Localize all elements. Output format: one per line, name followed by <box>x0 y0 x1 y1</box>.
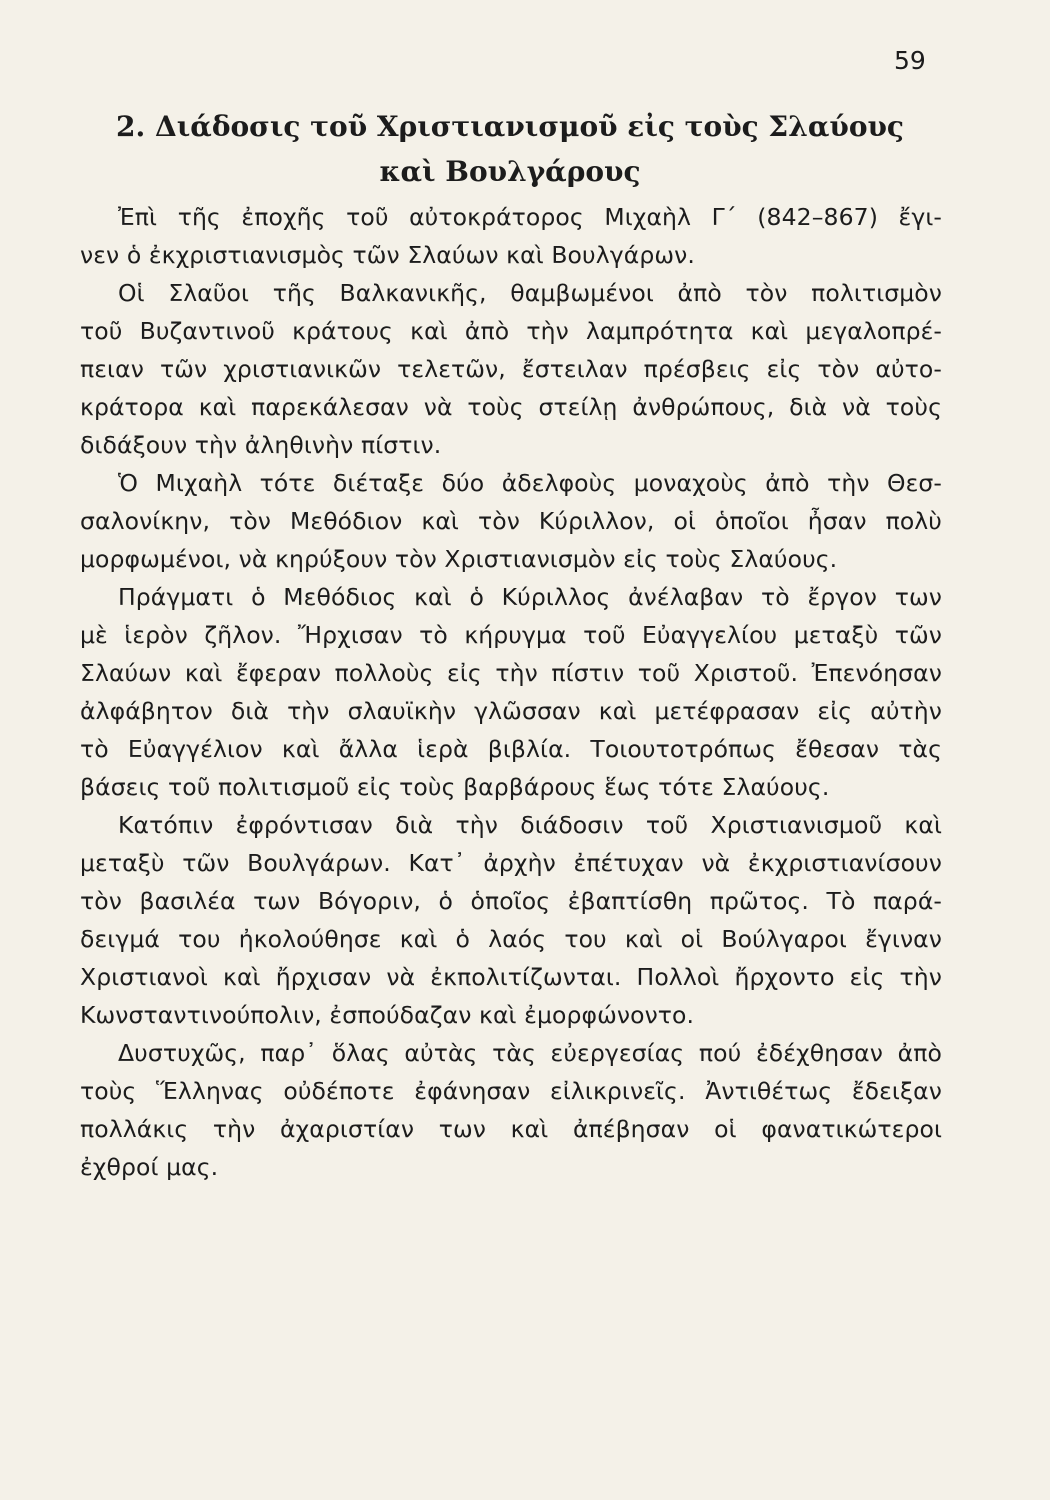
text-line: Ἐπὶ τῆς ἐποχῆς τοῦ αὐτοκράτορος Μιχαὴλ Γ΄ (842–867) ἔγι- <box>118 203 942 231</box>
text-line: Σλαύων καὶ ἔφεραν πολλοὺς εἰς τὴν πίστιν τοῦ Χριστοῦ. Ἐπενόησαν <box>80 659 942 687</box>
text-line: διδάξουν τὴν ἀληθινὴν πίστιν. <box>80 431 442 459</box>
text-line: Κωνσταντινούπολιν, ἐσπούδαζαν καὶ ἐμορφώνοντο. <box>80 1001 695 1029</box>
text-line: βάσεις τοῦ πολιτισμοῦ εἰς τοὺς βαρβάρους ἕως τότε Σλαύους. <box>80 773 830 801</box>
text-line: μεταξὺ τῶν Βουλγάρων. Κατ᾽ ἀρχὴν ἐπέτυχαν νὰ ἐκχριστιανίσουν <box>80 849 942 877</box>
body-text <box>80 198 942 1186</box>
text-line: τὸν βασιλέα των Βόγοριν, ὁ ὁποῖος ἐβαπτίσθη πρῶτος. Τὸ παρά- <box>80 887 942 915</box>
section-heading <box>80 104 940 194</box>
text-line: πολλάκις τὴν ἀχαριστίαν των καὶ ἀπέβησαν οἱ φανατικώτεροι <box>80 1115 942 1143</box>
section-heading-line-1: 2. Διάδοσις τοῦ Χριστιανισμοῦ εἰς τοὺς Σλαύους <box>116 110 904 143</box>
text-line: Δυστυχῶς, παρ᾽ ὅλας αὐτὰς τὰς εὐεργεσίας πού ἐδέχθησαν ἀπὸ <box>118 1039 942 1067</box>
section-heading-line-2: καὶ Βουλγάρους <box>379 155 641 188</box>
text-line: Ὁ Μιχαὴλ τότε διέταξε δύο ἀδελφοὺς μοναχοὺς ἀπὸ τὴν Θεσ- <box>118 469 942 497</box>
text-line: ἀλφάβητον διὰ τὴν σλαυϊκὴν γλῶσσαν καὶ μετέφρασαν εἰς αὐτὴν <box>80 697 942 725</box>
text-line: τὸ Εὐαγγέλιον καὶ ἄλλα ἱερὰ βιβλία. Τοιουτοτρόπως ἔθεσαν τὰς <box>80 735 942 763</box>
text-line: μορφωμένοι, νὰ κηρύξουν τὸν Χριστιανισμὸν εἰς τοὺς Σλαύους. <box>80 545 838 573</box>
page-number: 59 <box>894 46 926 75</box>
text-line: μὲ ἱερὸν ζῆλον. Ἤρχισαν τὸ κήρυγμα τοῦ Εὐαγγελίου μεταξὺ τῶν <box>80 621 942 649</box>
text-line: Οἱ Σλαῦοι τῆς Βαλκανικῆς, θαμβωμένοι ἀπὸ τὸν πολιτισμὸν <box>118 279 942 307</box>
text-line: τοῦ Βυζαντινοῦ κράτους καὶ ἀπὸ τὴν λαμπρότητα καὶ μεγαλοπρέ- <box>80 317 942 345</box>
text-line: δειγμά του ἠκολούθησε καὶ ὁ λαός του καὶ οἱ Βούλγαροι ἔγιναν <box>80 925 942 953</box>
text-line: ἐχθροί μας. <box>80 1153 219 1181</box>
text-line: τοὺς Ἕλληνας οὐδέποτε ἐφάνησαν εἰλικρινεῖς. Ἀντιθέτως ἔδειξαν <box>80 1077 942 1105</box>
text-line: σαλονίκην, τὸν Μεθόδιον καὶ τὸν Κύριλλον, οἱ ὁποῖοι ἦσαν πολὺ <box>80 507 942 535</box>
text-line: Χριστιανοὶ καὶ ἤρχισαν νὰ ἐκπολιτίζωνται. Πολλοὶ ἤρχοντο εἰς τὴν <box>80 963 942 991</box>
text-line: κράτορα καὶ παρεκάλεσαν νὰ τοὺς στείλῃ ἀνθρώπους, διὰ νὰ τοὺς <box>80 393 942 421</box>
text-line: Πράγματι ὁ Μεθόδιος καὶ ὁ Κύριλλος ἀνέλαβαν τὸ ἔργον των <box>118 583 942 611</box>
text-line: πειαν τῶν χριστιανικῶν τελετῶν, ἔστειλαν πρέσβεις εἰς τὸν αὐτο- <box>80 355 942 383</box>
text-line: νεν ὁ ἐκχριστιανισμὸς τῶν Σλαύων καὶ Βουλγάρων. <box>80 241 695 269</box>
text-line: Κατόπιν ἐφρόντισαν διὰ τὴν διάδοσιν τοῦ Χριστιανισμοῦ καὶ <box>118 811 942 839</box>
